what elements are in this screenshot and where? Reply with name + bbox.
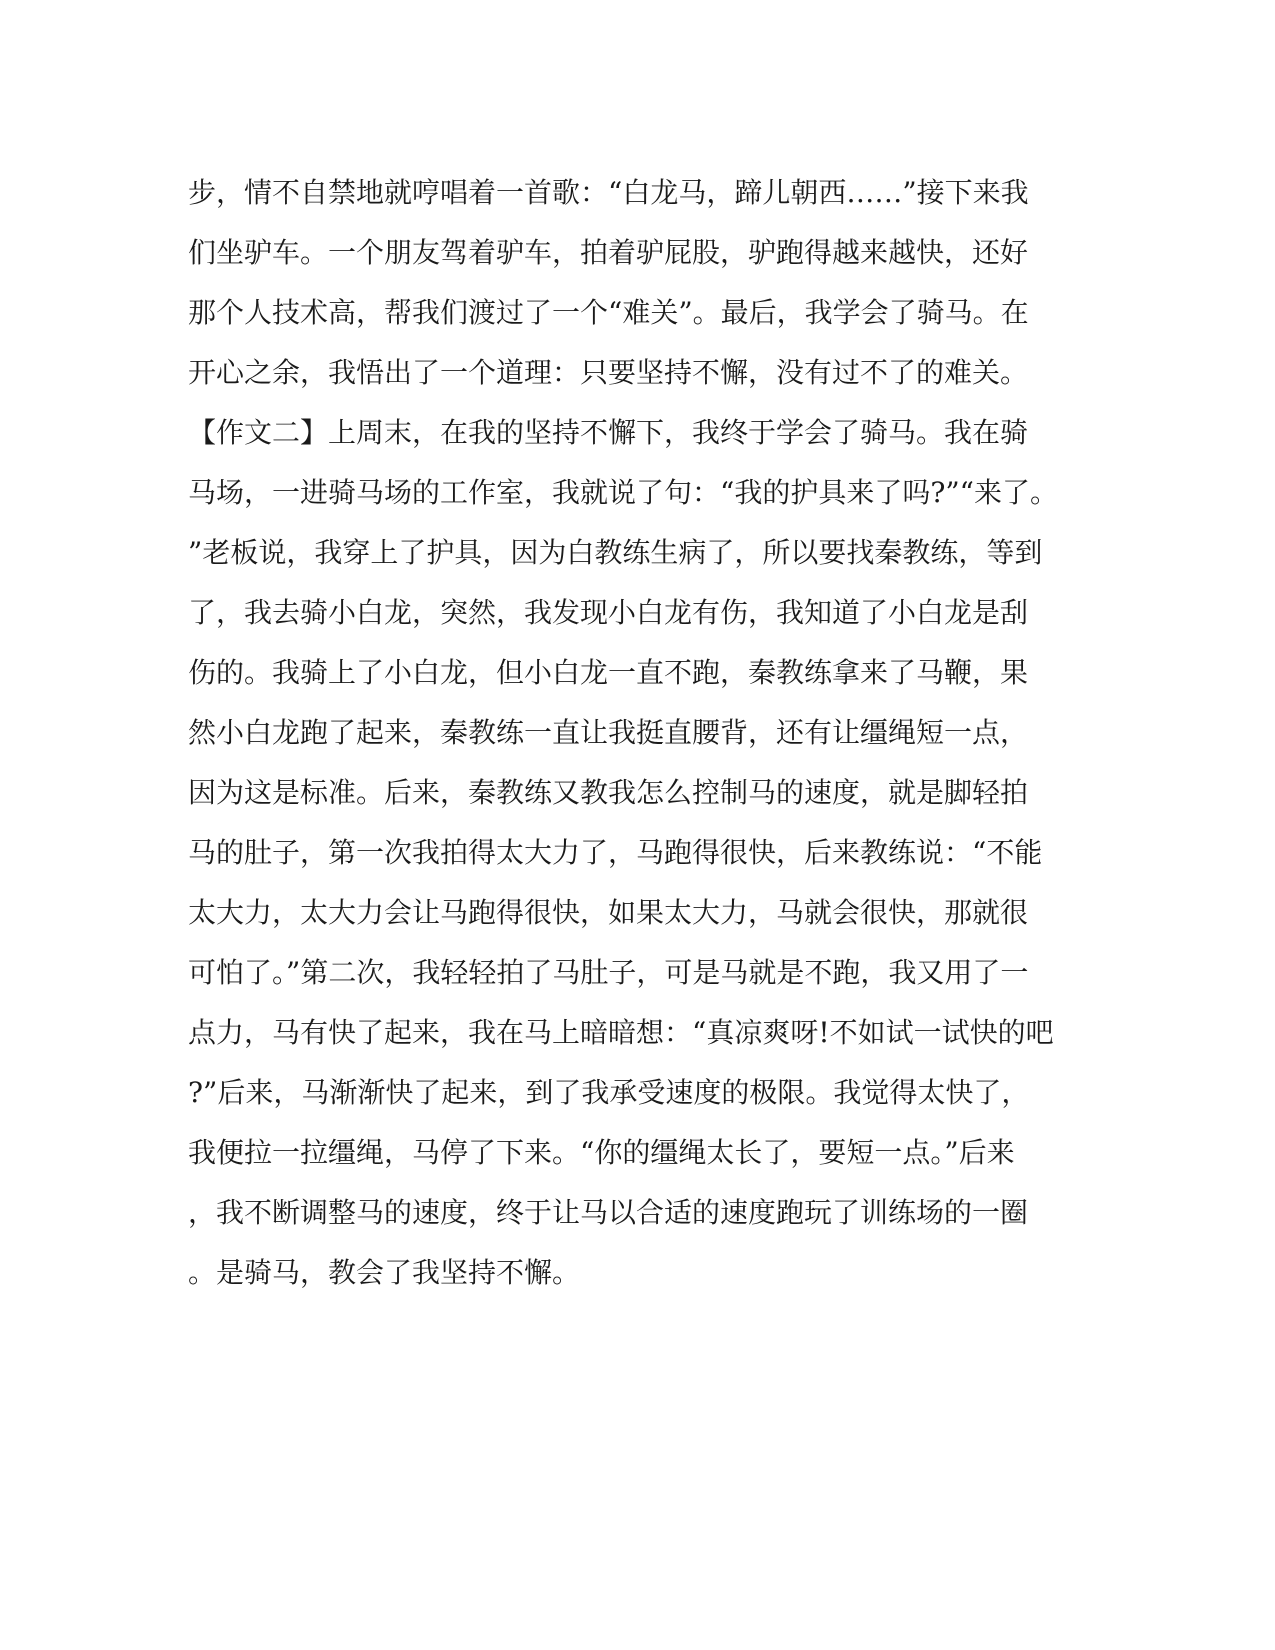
text-line: 点力，马有快了起来，我在马上暗暗想：“真凉爽呀!不如试一试快的吧 — [188, 1016, 1054, 1049]
text-line: 马的肚子，第一次我拍得太大力了，马跑得很快，后来教练说：“不能 — [188, 836, 1043, 869]
text-line: 们坐驴车。一个朋友驾着驴车，拍着驴屁股，驴跑得越来越快，还好 — [188, 236, 1029, 269]
text-line: ，我不断调整马的速度，终于让马以合适的速度跑玩了训练场的一圈 — [188, 1196, 1029, 1229]
text-line: 步，情不自禁地就哼唱着一首歌：“白龙马，蹄儿朝西……”接下来我 — [188, 176, 1029, 209]
text-line: 可怕了。”第二次，我轻轻拍了马肚子，可是马就是不跑，我又用了一 — [188, 956, 1029, 989]
text-line: 太大力，太大力会让马跑得很快，如果太大力，马就会很快，那就很 — [188, 896, 1029, 929]
text-line: ?”后来，马渐渐快了起来，到了我承受速度的极限。我觉得太快了， — [188, 1076, 1030, 1109]
text-line: 因为这是标准。后来，秦教练又教我怎么控制马的速度，就是脚轻拍 — [188, 776, 1029, 809]
text-line: 马场，一进骑马场的工作室，我就说了句：“我的护具来了吗?”“来了。 — [188, 476, 1058, 509]
text-line: 了，我去骑小白龙，突然，我发现小白龙有伤，我知道了小白龙是刮 — [188, 596, 1029, 629]
text-line: 。是骑马，教会了我坚持不懈。 — [188, 1256, 581, 1289]
essay-body — [188, 163, 1088, 1303]
text-line: ”老板说，我穿上了护具，因为白教练生病了，所以要找秦教练，等到 — [188, 536, 1043, 569]
text-line: 伤的。我骑上了小白龙，但小白龙一直不跑，秦教练拿来了马鞭，果 — [188, 656, 1029, 689]
text-line: 开心之余，我悟出了一个道理：只要坚持不懈，没有过不了的难关。 — [188, 356, 1029, 389]
text-line: 【作文二】上周末，在我的坚持不懈下，我终于学会了骑马。我在骑 — [188, 416, 1029, 449]
text-line: 我便拉一拉缰绳，马停了下来。“你的缰绳太长了，要短一点。”后来 — [188, 1136, 1015, 1169]
text-line: 那个人技术高，帮我们渡过了一个“难关”。最后，我学会了骑马。在 — [188, 296, 1029, 329]
text-line: 然小白龙跑了起来，秦教练一直让我挺直腰背，还有让缰绳短一点， — [188, 716, 1029, 749]
